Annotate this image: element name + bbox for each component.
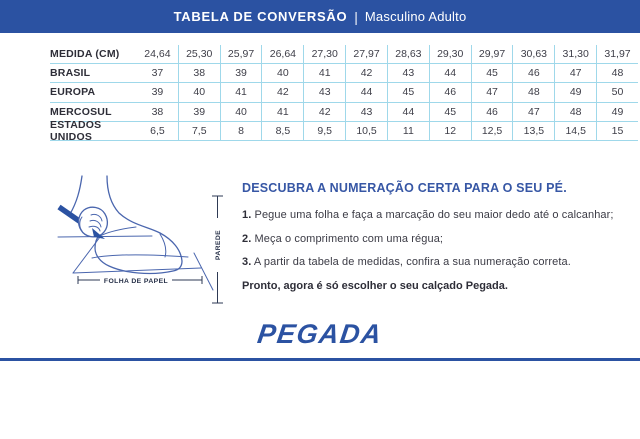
table-cell: 48: [596, 64, 638, 82]
table-cell: 43: [345, 103, 387, 121]
header-bar: [0, 0, 640, 33]
table-cell: 39: [151, 86, 164, 99]
table-cell: 9,5: [303, 122, 345, 140]
table-cell: 37: [151, 67, 164, 80]
table-cell: 46: [471, 103, 513, 121]
wall-corner-line: [194, 253, 213, 290]
foot-outline: [95, 176, 182, 273]
paper-label: FOLHA DE PAPEL: [103, 278, 169, 285]
table-cell: 40: [178, 83, 220, 101]
table-cell: 31,97: [596, 45, 638, 63]
table-cell: 45: [429, 103, 471, 121]
page-subtitle: Masculino Adulto: [364, 9, 467, 24]
table-cell: 30,63: [512, 45, 554, 63]
step-number: 1.: [242, 209, 252, 221]
instructions-closing: Pronto, agora é só escolher o seu calçado Pegada.: [242, 279, 508, 292]
table-cell: 44: [345, 83, 387, 101]
table-cell: 48: [554, 103, 596, 121]
foot-measurement-illustration: [48, 170, 238, 315]
table-cell: 40: [220, 103, 262, 121]
instructions-heading: DESCUBRA A NUMERAÇÃO CERTA PARA O SEU PÉ.: [242, 181, 567, 195]
toe-mark-line: [58, 236, 152, 237]
table-cell: 15: [596, 122, 638, 140]
table-cell: 43: [387, 64, 429, 82]
leg-left-line: [70, 176, 82, 214]
step-text: A partir da tabela de medidas, confira a sua numeração correta.: [251, 256, 571, 268]
table-cell: 43: [303, 83, 345, 101]
ankle-inner-line: [160, 234, 166, 257]
table-cell: 39: [220, 64, 262, 82]
table-cell: 46: [512, 64, 554, 82]
table-cell: 29,30: [429, 45, 471, 63]
step-text: Meça o comprimento com uma régua;: [251, 232, 444, 245]
table-cell: 42: [303, 103, 345, 121]
table-cell: 47: [554, 64, 596, 82]
title-separator: |: [354, 8, 358, 25]
table-cell: 42: [261, 83, 303, 101]
table-cell: 41: [303, 64, 345, 82]
table-cell: 26,64: [261, 45, 303, 63]
table-cell: 14,5: [554, 122, 596, 140]
instruction-step-2: [242, 233, 638, 245]
wall-label: PAREDE: [215, 229, 222, 261]
table-cell: 50: [596, 83, 638, 101]
table-cell: 42: [345, 64, 387, 82]
table-cell: 46: [429, 83, 471, 101]
table-cell: 29,97: [471, 45, 513, 63]
table-cell: 12,5: [471, 122, 513, 140]
table-row: [50, 118, 638, 143]
table-row: [50, 83, 638, 102]
step-number: 2.: [242, 232, 252, 245]
page-title: TABELA DE CONVERSÃO: [173, 9, 348, 24]
paper-back-edge: [92, 255, 188, 258]
table-cell: 39: [178, 103, 220, 121]
table-cell: 48: [512, 83, 554, 101]
row-label: MERCOSUL: [50, 105, 112, 118]
table-cell: 25,97: [220, 45, 262, 63]
pegada-logo: PEGADA: [255, 319, 385, 349]
table-cell: 49: [596, 103, 638, 121]
table-cell: 41: [261, 103, 303, 121]
table-cell: 12: [429, 122, 471, 140]
table-cell: 13,5: [512, 122, 554, 140]
foot-measurement-drawing: [48, 170, 238, 315]
table-cell: 47: [471, 83, 513, 101]
table-cell: 8,5: [261, 122, 303, 140]
table-cell: 41: [220, 83, 262, 101]
table-cell: 38: [178, 64, 220, 82]
table-cell: 6,5: [150, 124, 165, 137]
table-cell: 47: [512, 103, 554, 121]
table-cell: 44: [429, 64, 471, 82]
row-label: ESTADOS UNIDOS: [50, 118, 102, 143]
table-row: [50, 103, 638, 122]
step-number: 3.: [242, 256, 252, 268]
row-label: MEDIDA (CM): [50, 48, 120, 61]
instruction-step-1: [242, 209, 638, 221]
row-label: EUROPA: [50, 86, 96, 99]
table-cell: 40: [261, 64, 303, 82]
table-row: [50, 64, 638, 83]
table-cell: 45: [387, 83, 429, 101]
table-cell: 24,64: [144, 48, 171, 61]
table-cell: 31,30: [554, 45, 596, 63]
step-text: Pegue uma folha e faça a marcação do seu maior dedo até o calcanhar;: [251, 209, 614, 221]
table-cell: 27,30: [303, 45, 345, 63]
table-cell: 38: [151, 105, 164, 118]
table-cell: 27,97: [345, 45, 387, 63]
table-cell: 49: [554, 83, 596, 101]
table-cell: 7,5: [178, 122, 220, 140]
conversion-table: [50, 45, 638, 141]
table-cell: 10,5: [345, 122, 387, 140]
bottom-divider: [0, 358, 640, 361]
row-label: BRASIL: [50, 67, 91, 80]
table-cell: 11: [387, 122, 429, 140]
instructions-panel: [242, 181, 638, 292]
table-cell: 8: [220, 122, 262, 140]
table-cell: 25,30: [178, 45, 220, 63]
table-cell: 45: [471, 64, 513, 82]
instruction-step-3: [242, 256, 638, 268]
table-cell: 28,63: [387, 45, 429, 63]
table-cell: 44: [387, 103, 429, 121]
table-row: [50, 45, 638, 64]
